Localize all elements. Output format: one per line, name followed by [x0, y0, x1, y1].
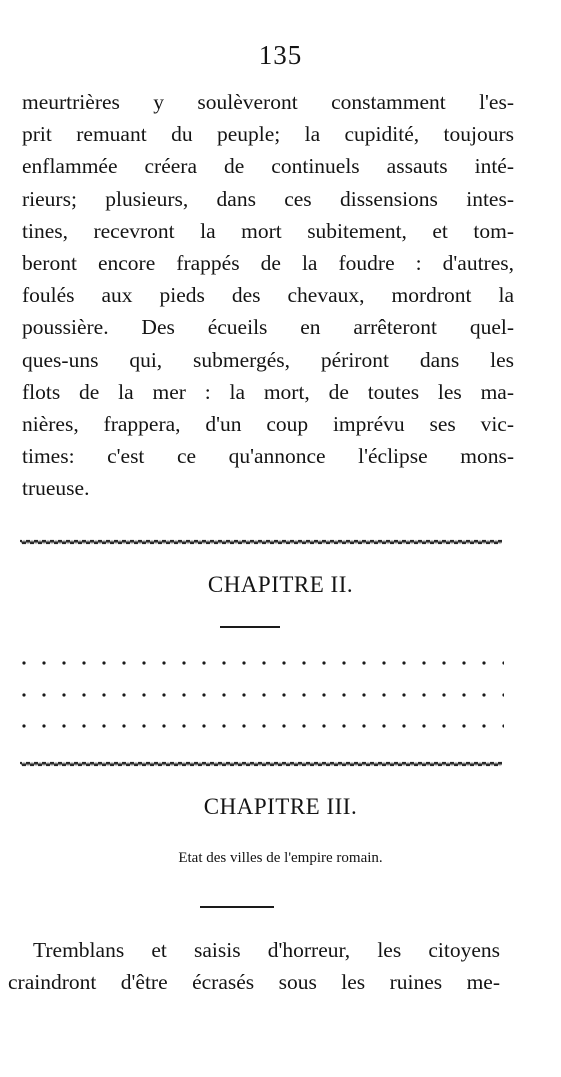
ellipsis-dot: [162, 693, 165, 696]
ellipsis-dot: [122, 693, 125, 696]
ellipsis-dot: [362, 724, 365, 727]
ellipsis-dot: [482, 693, 485, 696]
ellipsis-dot: [142, 661, 145, 664]
ellipsis-dot: [222, 693, 225, 696]
text-line: flots de la mer : la mort, de toutes les ma-: [22, 379, 514, 404]
ellipsis-dot: [402, 661, 405, 664]
ellipsis-dot: [182, 724, 185, 727]
ellipsis-dot: [282, 693, 285, 696]
ellipsis-dot: [342, 693, 345, 696]
ellipsis-dot: [122, 661, 125, 664]
page-number: 135: [258, 40, 303, 70]
ellipsis-dot: [102, 661, 105, 664]
ellipsis-dot: [182, 693, 185, 696]
ellipsis-dot: [282, 661, 285, 664]
passage-2: [8, 934, 500, 998]
ellipsis-row: [20, 684, 504, 692]
ellipsis-dot: [162, 661, 165, 664]
text-line: Tremblans et saisis d'horreur, les citoyens: [33, 938, 500, 962]
ellipsis-dot: [402, 724, 405, 727]
short-rule: [200, 906, 274, 908]
passage-1: [22, 86, 514, 505]
text-line: beront encore frappés de la foudre : d'autres,: [22, 251, 514, 276]
wavy-divider-graphic: [20, 538, 502, 546]
ellipsis-dot: [462, 693, 465, 696]
chapter-2-heading: CHAPITRE II.: [207, 572, 354, 597]
ellipsis-dot: [442, 661, 445, 664]
ellipsis-dot: [102, 724, 105, 727]
text-line: times: c'est ce qu'annonce l'éclipse mons-: [22, 444, 514, 469]
ellipsis-dot: [422, 693, 425, 696]
ellipsis-dot: [222, 724, 225, 727]
ellipsis-dot: [442, 724, 445, 727]
ellipsis-dot: [362, 661, 365, 664]
ellipsis-dot: [262, 693, 265, 696]
text-line: prit remuant du peuple; la cupidité, toujours: [22, 122, 514, 147]
ellipsis-dot: [82, 693, 85, 696]
ellipsis-dot: [142, 693, 145, 696]
ellipsis-dot: [22, 724, 25, 727]
ellipsis-dot: [242, 661, 245, 664]
ellipsis-dot: [322, 693, 325, 696]
wavy-divider: [20, 538, 502, 546]
ellipsis-dot: [502, 693, 504, 696]
ellipsis-dot: [122, 724, 125, 727]
ellipsis-dot: [62, 724, 65, 727]
ellipsis-dot: [262, 724, 265, 727]
text-line: ques-uns qui, submergés, périront dans les: [22, 347, 514, 372]
ellipsis-dot: [42, 724, 45, 727]
text-line: trueuse.: [22, 476, 90, 501]
ellipsis-dot: [202, 693, 205, 696]
wavy-divider-graphic: [20, 760, 502, 768]
text-line: poussière. Des écueils en arrêteront quel-: [22, 315, 514, 340]
ellipsis-dots: [20, 722, 504, 730]
ellipsis-dot: [22, 661, 25, 664]
ellipsis-dot: [502, 724, 504, 727]
ellipsis-dot: [302, 693, 305, 696]
ellipsis-dot: [402, 693, 405, 696]
ellipsis-dot: [202, 724, 205, 727]
ellipsis-dot: [382, 724, 385, 727]
text-line: foulés aux pieds des chevaux, mordront la: [22, 283, 514, 308]
ellipsis-dot: [242, 693, 245, 696]
ellipsis-dot: [222, 661, 225, 664]
ellipsis-dot: [62, 661, 65, 664]
ellipsis-dot: [142, 724, 145, 727]
ellipsis-dot: [422, 724, 425, 727]
ellipsis-dot: [462, 724, 465, 727]
ellipsis-dot: [302, 724, 305, 727]
ellipsis-dot: [482, 724, 485, 727]
ellipsis-dot: [382, 661, 385, 664]
ellipsis-dot: [422, 661, 425, 664]
chapter-3-subtitle: Etat des villes de l'empire romain.: [178, 850, 383, 866]
text-line: meurtrières y soulèveront constamment l'es-: [22, 90, 514, 114]
ellipsis-dots: [20, 691, 504, 699]
ellipsis-dot: [42, 661, 45, 664]
ellipsis-dot: [242, 724, 245, 727]
ellipsis-dot: [462, 661, 465, 664]
ellipsis-dot: [182, 661, 185, 664]
text-line: enflammée créera de continuels assauts inté-: [22, 154, 514, 179]
ellipsis-dot: [102, 693, 105, 696]
text-line: tines, recevront la mort subitement, et tom-: [22, 218, 514, 243]
ellipsis-dot: [162, 724, 165, 727]
ellipsis-dot: [82, 661, 85, 664]
wavy-divider: [20, 760, 502, 768]
ellipsis-row: [20, 652, 504, 660]
ellipsis-dot: [382, 693, 385, 696]
short-rule: [220, 626, 280, 628]
ellipsis-dot: [342, 661, 345, 664]
text-line: nières, frappera, d'un coup imprévu ses vic-: [22, 412, 514, 437]
ellipsis-dot: [322, 661, 325, 664]
ellipsis-dot: [282, 724, 285, 727]
ellipsis-dot: [62, 693, 65, 696]
ellipsis-dot: [502, 661, 504, 664]
ellipsis-dot: [442, 693, 445, 696]
ellipsis-dot: [82, 724, 85, 727]
chapter-3-heading: CHAPITRE III.: [203, 794, 358, 819]
ellipsis-dot: [482, 661, 485, 664]
ellipsis-row: [20, 715, 504, 723]
ellipsis-dot: [302, 661, 305, 664]
ellipsis-dot: [42, 693, 45, 696]
text-line: craindront d'être écrasés sous les ruines me-: [8, 970, 500, 994]
ellipsis-dot: [322, 724, 325, 727]
ellipsis-dots: [20, 659, 504, 667]
ellipsis-dot: [262, 661, 265, 664]
ellipsis-dot: [22, 693, 25, 696]
ellipsis-dot: [202, 661, 205, 664]
text-line: rieurs; plusieurs, dans ces dissensions intes-: [22, 186, 514, 211]
ellipsis-dot: [342, 724, 345, 727]
ellipsis-dot: [362, 693, 365, 696]
